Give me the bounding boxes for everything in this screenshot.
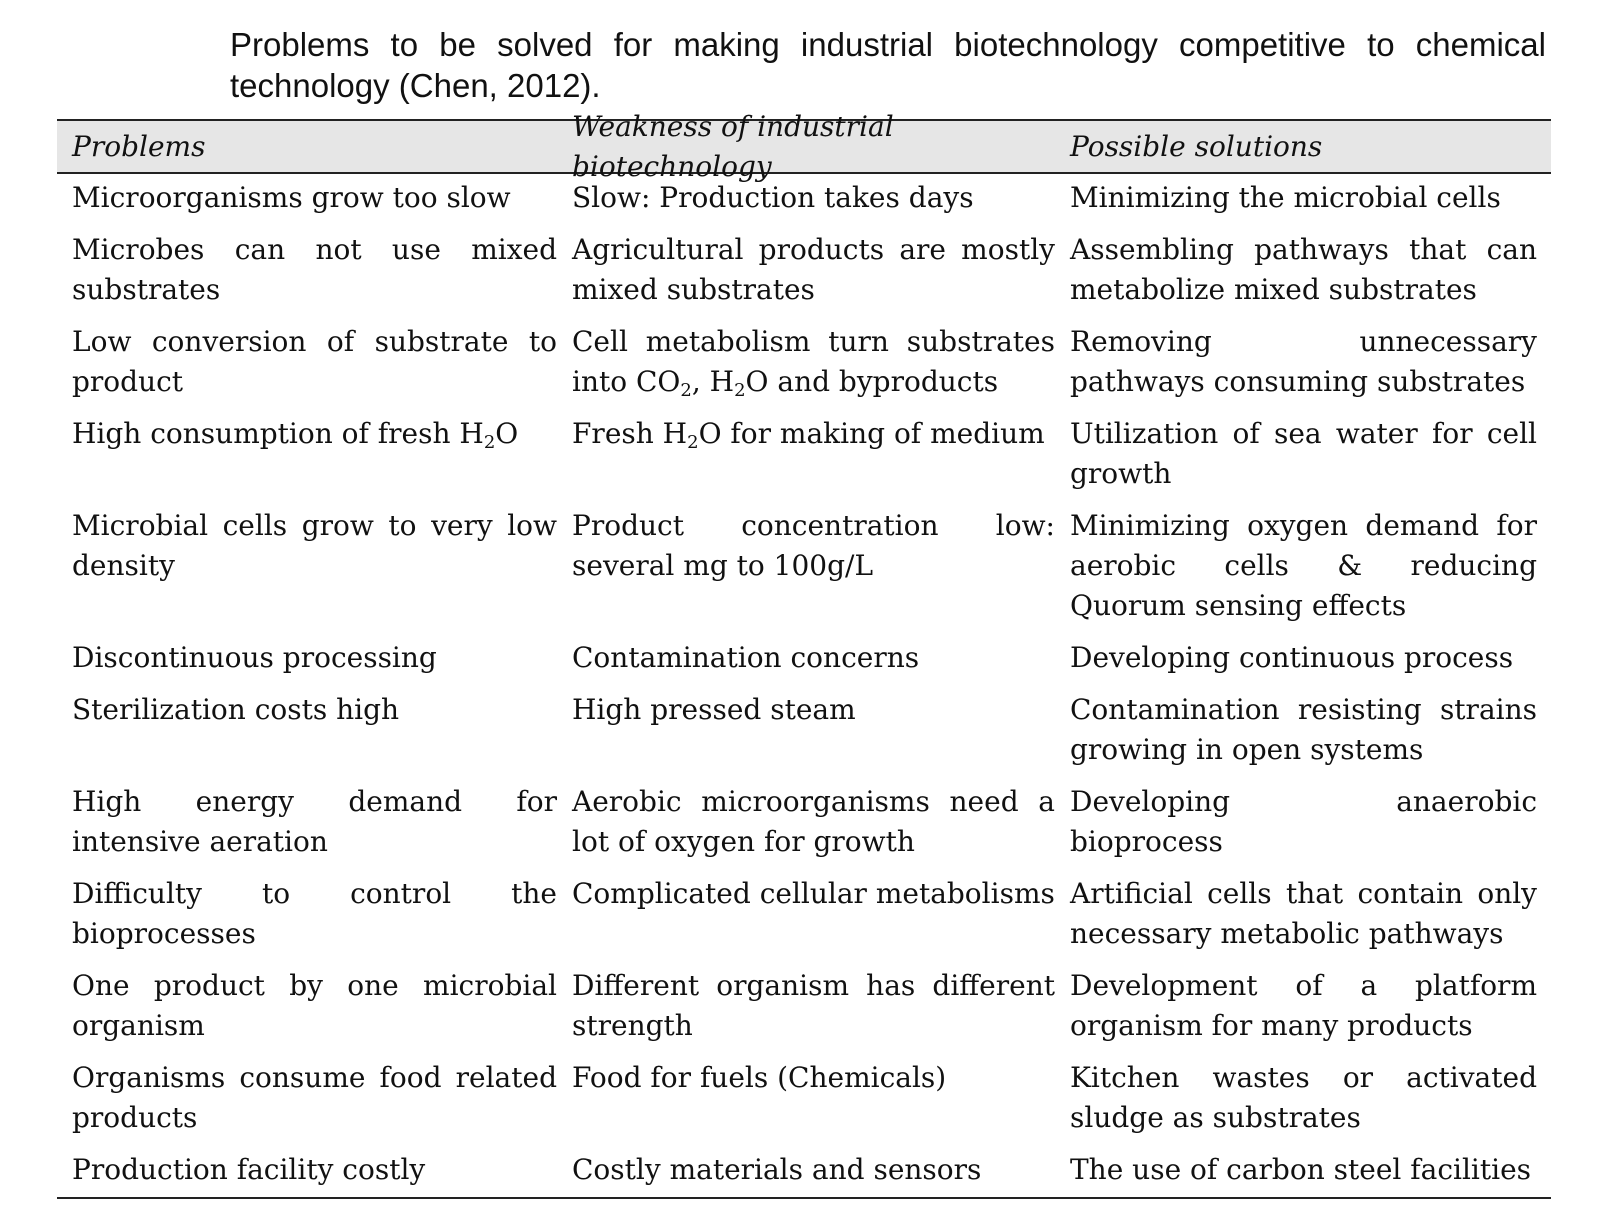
cell-problem: Sterilization costs high [72, 693, 400, 726]
cell-solution: Kitchen wastes or activated sludge as substrates [1070, 1061, 1537, 1134]
table-row [57, 684, 1551, 776]
cell-weakness: Fresh $H_2O$ for making of medium [572, 417, 1045, 453]
cell-problem: Discontinuous processing [72, 641, 437, 674]
table-row [57, 500, 1551, 632]
cell-weakness: Cell metabolism turn substrates into $CO_2$, $H_2O$ and byproducts [572, 325, 1055, 401]
header-problems: Problems [72, 129, 206, 163]
cell-solution: Minimizing oxygen demand for aerobic cells & reducing Quorum sensing effects [1070, 509, 1537, 622]
cell-problem: Organisms consume food related products [72, 1061, 557, 1134]
cell-weakness: Aerobic microorganisms need a lot of oxygen for growth [572, 785, 1055, 858]
cell-problem: Low conversion of substrate to product [72, 325, 557, 398]
cell-solution: Utilization of sea water for cell growth [1070, 417, 1537, 490]
cell-solution: The use of carbon steel facilities [1070, 1153, 1532, 1186]
cell-problem: High energy demand for intensive aeration [72, 785, 557, 858]
cell-weakness: Food for fuels (Chemicals) [572, 1061, 947, 1094]
cell-weakness: Contamination concerns [572, 641, 920, 674]
cell-weakness: Costly materials and sensors [572, 1153, 982, 1186]
cell-weakness: Agricultural products are mostly mixed substrates [572, 233, 1055, 306]
cell-problem: Difficulty to control the bioprocesses [72, 877, 557, 950]
table-row [57, 224, 1551, 316]
header-weakness: Weakness of industrial biotechnology [572, 109, 894, 183]
table-row [57, 960, 1551, 1052]
table-row [57, 408, 1551, 500]
cell-problem: Production facility costly [72, 1153, 426, 1186]
table-body [57, 172, 1551, 1196]
cell-weakness: Slow: Production takes days [572, 181, 974, 214]
cell-problem: One product by one microbial organism [72, 969, 557, 1042]
cell-solution: Development of a platform organism for many products [1070, 969, 1537, 1042]
cell-solution: Developing anaerobic bioprocess [1070, 785, 1537, 858]
table-row [57, 1052, 1551, 1144]
cell-problem: Microbes can not use mixed substrates [72, 233, 557, 306]
cell-weakness: Complicated cellular metabolisms [572, 877, 1055, 910]
table-row [57, 868, 1551, 960]
cell-solution: Assembling pathways that can metabolize mixed substrates [1070, 233, 1537, 306]
header-solutions: Possible solutions [1070, 129, 1323, 163]
cell-solution: Contamination resisting strains growing in open systems [1070, 693, 1537, 766]
cell-solution: Artificial cells that contain only necessary metabolic pathways [1070, 877, 1537, 950]
cell-solution: Minimizing the microbial cells [1070, 181, 1501, 214]
table-row [57, 172, 1551, 224]
table-caption: Problems to be solved for making industrial biotechnology competitive to chemical technology (Chen, 2012). [230, 26, 1546, 104]
cell-problem: Microorganisms grow too slow [72, 181, 511, 214]
cell-solution: Removing unnecessary pathways consuming substrates [1070, 325, 1537, 398]
cell-problem: High consumption of fresh $H_2O$ [72, 417, 519, 453]
table-row [57, 776, 1551, 868]
cell-solution: Developing continuous process [1070, 641, 1514, 674]
table-row [57, 1144, 1551, 1196]
problems-table [57, 109, 1551, 1196]
cell-problem: Microbial cells grow to very low density [72, 509, 557, 582]
cell-weakness: Different organism has different strength [572, 969, 1055, 1042]
table-header-row [57, 109, 1551, 183]
cell-weakness: High pressed steam [572, 693, 856, 726]
table-bottom-rule [57, 1197, 1551, 1199]
table-row [57, 316, 1551, 408]
cell-weakness: Product concentration low: several mg to 100g/L [572, 509, 1055, 582]
table-row [57, 632, 1551, 684]
